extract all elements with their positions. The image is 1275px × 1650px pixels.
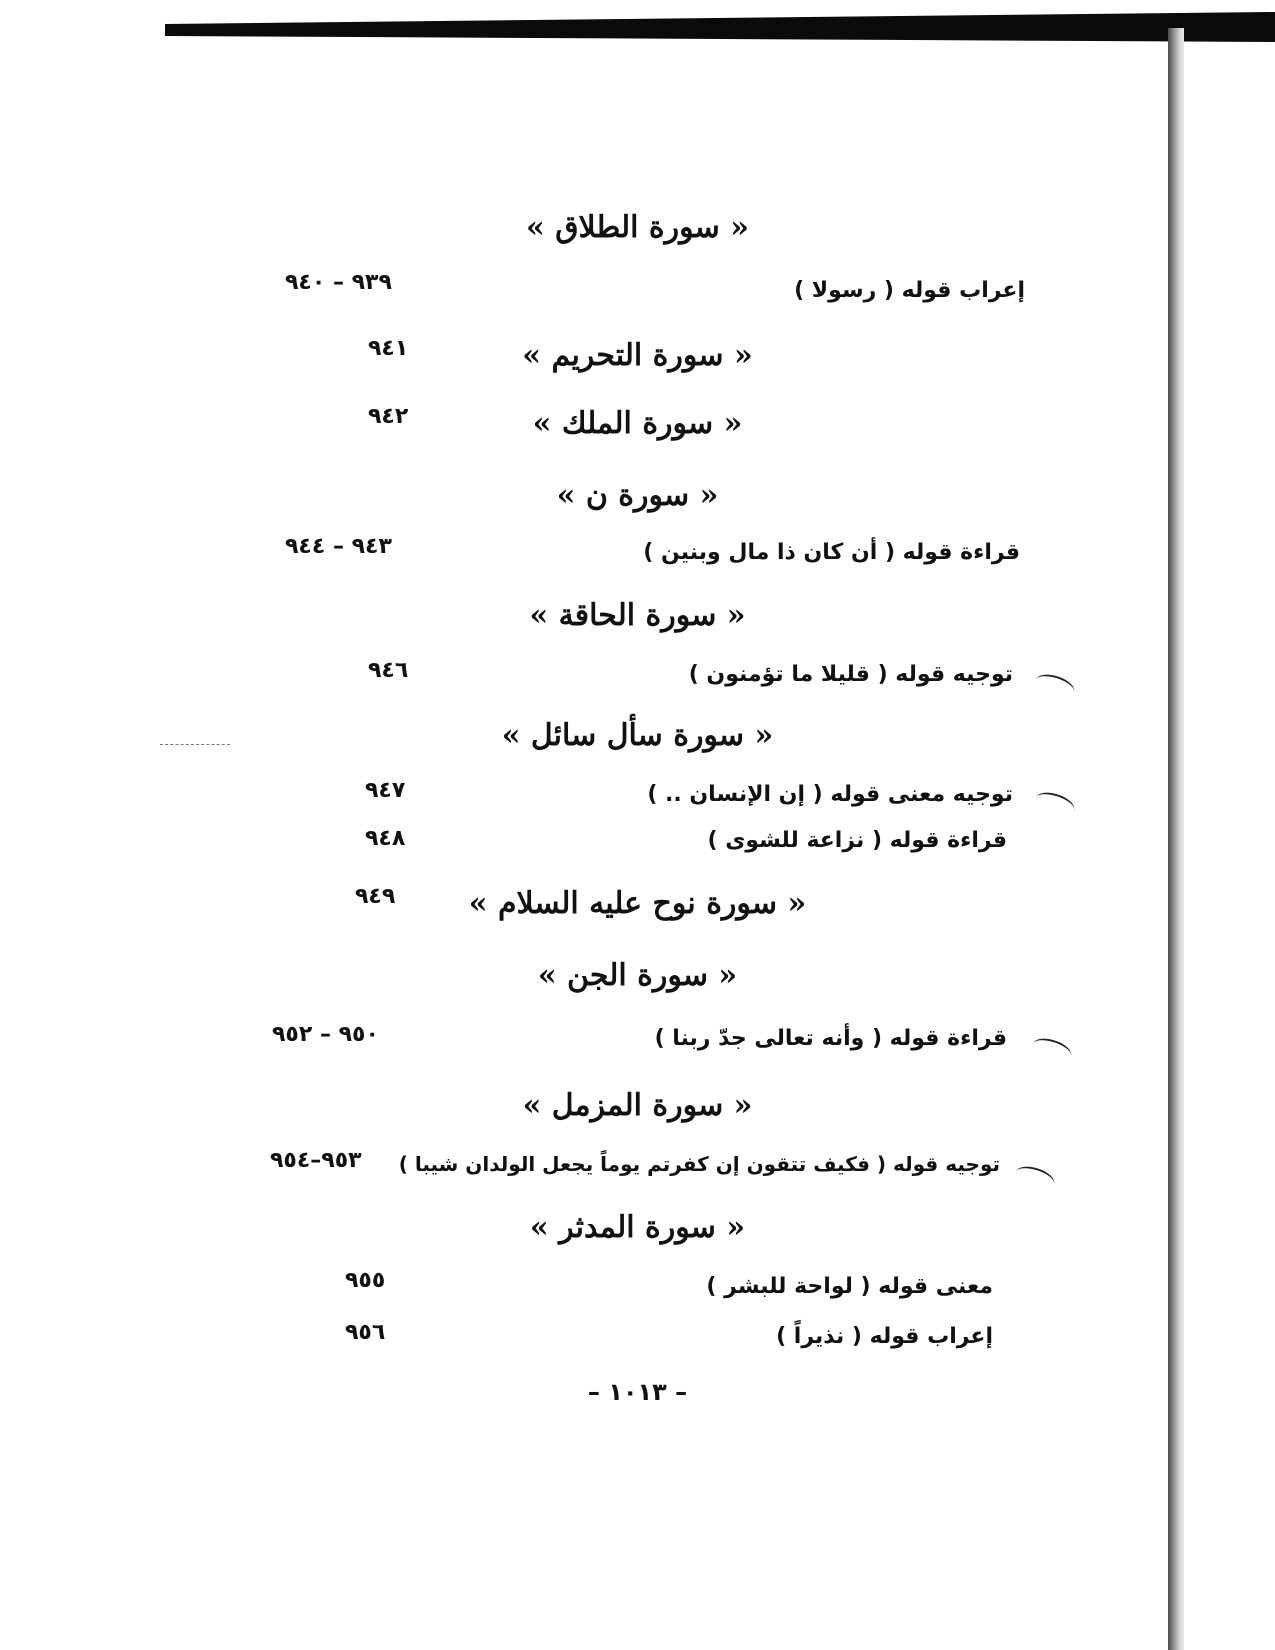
index-entry: إعراب قوله ( رسولا ): [794, 278, 1025, 303]
index-entry: توجيه قوله ( قليلا ما تؤمنون ): [688, 662, 1013, 687]
page-ref: ٩٥٦: [345, 1320, 386, 1345]
margin-tick-mark: [1033, 670, 1077, 701]
index-entry: توجيه قوله ( فكيف تتقون إن كفرتم يوماً يجعل الولدان شيبا ): [398, 1152, 1000, 1176]
margin-tick-mark: [1033, 788, 1077, 819]
section-heading-jinn: « سورة الجن »: [537, 958, 738, 993]
section-heading-nuh: « سورة نوح عليه السلام »: [468, 886, 807, 921]
section-heading-muzzammil: « سورة المزمل »: [522, 1088, 753, 1123]
margin-tick-mark: [1013, 1162, 1057, 1193]
index-entry: قراءة قوله ( أن كان ذا مال وبنين ): [643, 540, 1020, 565]
section-heading-tahrim: « سورة التحريم »: [522, 338, 753, 373]
section-heading-mulk: « سورة الملك »: [532, 406, 743, 441]
index-entry: قراءة قوله ( وأنه تعالى جدّ ربنا ): [654, 1026, 1007, 1051]
page-ref: ٩٤٦: [368, 658, 409, 683]
page-ref: ٩٤٩: [355, 884, 396, 909]
scan-top-edge: [165, 12, 1275, 42]
page-ref: ٩٤٢: [368, 404, 409, 429]
page-ref: ٩٥٠ – ٩٥٢: [272, 1022, 379, 1047]
scan-binding-edge: [1168, 28, 1184, 1650]
index-entry: قراءة قوله ( نزاعة للشوى ): [707, 828, 1007, 853]
section-heading-nun: « سورة ن »: [556, 478, 719, 513]
page-ref: ٩٤٣ – ٩٤٤: [285, 534, 392, 559]
page-ref: ٩٥٣–٩٥٤: [270, 1148, 362, 1173]
page-ref: ٩٤٧: [365, 778, 406, 803]
index-entry: توجيه معنى قوله ( إن الإنسان .. ): [647, 782, 1013, 807]
section-heading-muddaththir: « سورة المدثر »: [529, 1210, 746, 1245]
margin-tick-mark: [1030, 1034, 1074, 1065]
section-heading-haqqa: « سورة الحاقة »: [529, 598, 746, 633]
page-ref: ٩٤٨: [365, 826, 406, 851]
index-entry: إعراب قوله ( نذيراً ): [776, 1324, 993, 1349]
index-entry: معنى قوله ( لواحة للبشر ): [706, 1274, 993, 1299]
section-heading-maarij: « سورة سأل سائل »: [501, 718, 774, 753]
page-ref: ٩٤١: [368, 336, 409, 361]
page-ref: ٩٥٥: [345, 1268, 386, 1293]
page-ref: ٩٣٩ – ٩٤٠: [285, 270, 392, 295]
page-number: – ١٠١٣ –: [587, 1378, 688, 1406]
section-heading-talaq: « سورة الطلاق »: [526, 210, 749, 245]
